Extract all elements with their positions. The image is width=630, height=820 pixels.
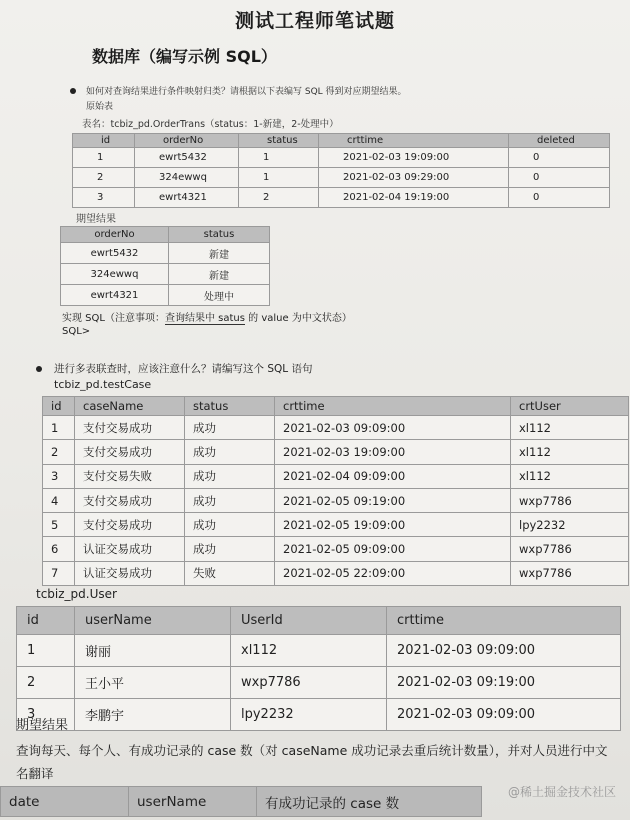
table-cell: 处理中 — [169, 285, 270, 306]
table-cell: 3 — [43, 464, 75, 488]
table-cell: 2021-02-03 19:09:00 — [275, 440, 511, 464]
table-cell: xl112 — [511, 416, 629, 440]
column-header: status — [185, 397, 275, 416]
table-row — [73, 168, 610, 188]
table-cell: wxp7786 — [511, 488, 629, 512]
table-row — [17, 635, 621, 667]
table-cell: 认证交易成功 — [75, 561, 185, 585]
column-header: id — [17, 607, 75, 635]
table-cell: 2 — [43, 440, 75, 464]
q2-expected-desc-1: 查询每天、每个人、有成功记录的 case 数（对 caseName 成功记录去重后统计数量），并对人员进行中文 — [16, 743, 608, 758]
table-cell: 2021-02-03 09:29:00 — [319, 168, 509, 188]
table-cell: 2021-02-05 09:09:00 — [275, 537, 511, 561]
test-case-table — [42, 396, 629, 586]
table-cell: 2021-02-05 19:09:00 — [275, 513, 511, 537]
q2-expected-desc-2: 名翻译 — [16, 766, 54, 781]
column-header: UserId — [231, 607, 387, 635]
table-cell: 2021-02-03 09:09:00 — [387, 635, 621, 667]
table-cell: 成功 — [185, 537, 275, 561]
table-cell: 7 — [43, 561, 75, 585]
table-cell: 成功 — [185, 513, 275, 537]
column-header: date — [1, 787, 129, 817]
table-row — [73, 148, 610, 168]
table-cell: 2021-02-03 09:09:00 — [275, 416, 511, 440]
table-cell: wxp7786 — [511, 537, 629, 561]
table-cell: 324ewwq — [135, 168, 239, 188]
table-cell: ewrt4321 — [61, 285, 169, 306]
table-row — [43, 537, 629, 561]
q1-note — [62, 309, 352, 324]
table-cell: 认证交易成功 — [75, 537, 185, 561]
table-cell: 4 — [43, 488, 75, 512]
table-cell: wxp7786 — [231, 667, 387, 699]
q2-table1-name: tcbiz_pd.testCase — [54, 378, 152, 391]
table-cell: xl112 — [511, 464, 629, 488]
table-cell: 324ewwq — [61, 264, 169, 285]
table-row — [43, 513, 629, 537]
table-cell: 3 — [17, 699, 75, 731]
table-cell: 2021-02-05 22:09:00 — [275, 561, 511, 585]
page-title: 测试工程师笔试题 — [234, 10, 395, 32]
table-cell: 支付交易成功 — [75, 488, 185, 512]
table-row — [61, 264, 270, 285]
column-header: crttime — [319, 134, 509, 148]
table-cell: 新建 — [169, 243, 270, 264]
user-table — [16, 606, 621, 731]
table-cell: 2 — [73, 168, 135, 188]
table-cell: 失败 — [185, 561, 275, 585]
column-header: crttime — [275, 397, 511, 416]
column-header: userName — [129, 787, 257, 817]
table-cell: 支付交易失败 — [75, 464, 185, 488]
bullet-q1 — [70, 88, 76, 94]
table-row — [43, 561, 629, 585]
table-cell: 1 — [43, 416, 75, 440]
table-cell: 2 — [239, 188, 319, 208]
table-row — [43, 416, 629, 440]
q1-note-underlined: 查询结果中 satus — [164, 313, 245, 324]
column-header: status — [239, 134, 319, 148]
table-cell: 1 — [73, 148, 135, 168]
q1-note-suffix: 的 value 为中文状态） — [244, 313, 352, 324]
table-cell: 5 — [43, 513, 75, 537]
q1-source-label: 原始表 — [86, 102, 114, 112]
section-heading: 数据库（编写示例 SQL） — [92, 47, 277, 66]
table-cell: 成功 — [185, 464, 275, 488]
column-header: status — [169, 227, 270, 243]
table-cell: 谢丽 — [75, 635, 231, 667]
column-header: orderNo — [135, 134, 239, 148]
table-cell: 成功 — [185, 488, 275, 512]
column-header: caseName — [75, 397, 185, 416]
column-header: id — [43, 397, 75, 416]
table-cell: 2021-02-04 09:09:00 — [275, 464, 511, 488]
table-header-row — [43, 397, 629, 416]
table-cell: 0 — [509, 168, 610, 188]
table-cell: 2021-02-04 19:19:00 — [319, 188, 509, 208]
q1-note-prefix: 实现 SQL（注意事项： — [62, 313, 165, 324]
table-cell: ewrt4321 — [135, 188, 239, 208]
table-row — [43, 488, 629, 512]
table-cell: ewrt5432 — [61, 243, 169, 264]
table-cell: 2021-02-03 19:09:00 — [319, 148, 509, 168]
table-cell: 6 — [43, 537, 75, 561]
bullet-q2 — [36, 366, 42, 372]
table-cell: xl112 — [511, 440, 629, 464]
table-cell: ewrt5432 — [135, 148, 239, 168]
table-cell: 0 — [509, 148, 610, 168]
table-cell: 新建 — [169, 264, 270, 285]
table-header-row — [61, 227, 270, 243]
table-cell: 3 — [73, 188, 135, 208]
table-cell: wxp7786 — [511, 561, 629, 585]
table-row — [17, 667, 621, 699]
table-cell: lpy2232 — [231, 699, 387, 731]
table-row — [73, 188, 610, 208]
table-cell: 2 — [17, 667, 75, 699]
column-header: userName — [75, 607, 231, 635]
watermark: @稀土掘金技术社区 — [507, 785, 616, 799]
table-cell: 成功 — [185, 440, 275, 464]
table-cell: 2021-02-03 09:09:00 — [387, 699, 621, 731]
table-row — [61, 243, 270, 264]
table-cell: 支付交易成功 — [75, 440, 185, 464]
q2-expected-label: 期望结果 — [16, 718, 69, 733]
table-row — [61, 285, 270, 306]
table-header-row — [1, 787, 482, 817]
table-cell: 李鹏宇 — [75, 699, 231, 731]
q2-expected-table — [0, 786, 482, 817]
column-header: crtUser — [511, 397, 629, 416]
table-cell: lpy2232 — [511, 513, 629, 537]
table-cell: 1 — [239, 148, 319, 168]
sql-prompt: SQL> — [62, 326, 91, 337]
table-row — [17, 699, 621, 731]
column-header: orderNo — [61, 227, 169, 243]
table-cell: 2021-02-03 09:19:00 — [387, 667, 621, 699]
table-row — [43, 464, 629, 488]
column-header: 有成功记录的 case 数 — [257, 787, 482, 817]
table-cell: 0 — [509, 188, 610, 208]
order-trans-table — [72, 133, 610, 208]
table-header-row — [17, 607, 621, 635]
table-cell: 支付交易成功 — [75, 513, 185, 537]
table-header-row — [73, 134, 610, 148]
column-header: crttime — [387, 607, 621, 635]
column-header: id — [73, 134, 135, 148]
table-row — [43, 440, 629, 464]
table-cell: 成功 — [185, 416, 275, 440]
q1-table-name: 表名：tcbiz_pd.OrderTrans（status：1-新建，2-处理中） — [82, 119, 339, 130]
table-cell: xl112 — [231, 635, 387, 667]
column-header: deleted — [509, 134, 610, 148]
table-cell: 1 — [239, 168, 319, 188]
q1-question: 如何对查询结果进行条件映射归类？请根据以下表编写 SQL 得到对应期望结果。 — [86, 87, 407, 97]
q2-table2-name: tcbiz_pd.User — [36, 587, 117, 601]
table-cell: 2021-02-05 09:19:00 — [275, 488, 511, 512]
table-cell: 1 — [17, 635, 75, 667]
q1-expected-table — [60, 226, 270, 306]
q2-question: 进行多表联查时，应该注意什么？请编写这个 SQL 语句 — [54, 363, 313, 375]
q1-expected-label: 期望结果 — [76, 214, 116, 225]
table-cell: 王小平 — [75, 667, 231, 699]
table-cell: 支付交易成功 — [75, 416, 185, 440]
